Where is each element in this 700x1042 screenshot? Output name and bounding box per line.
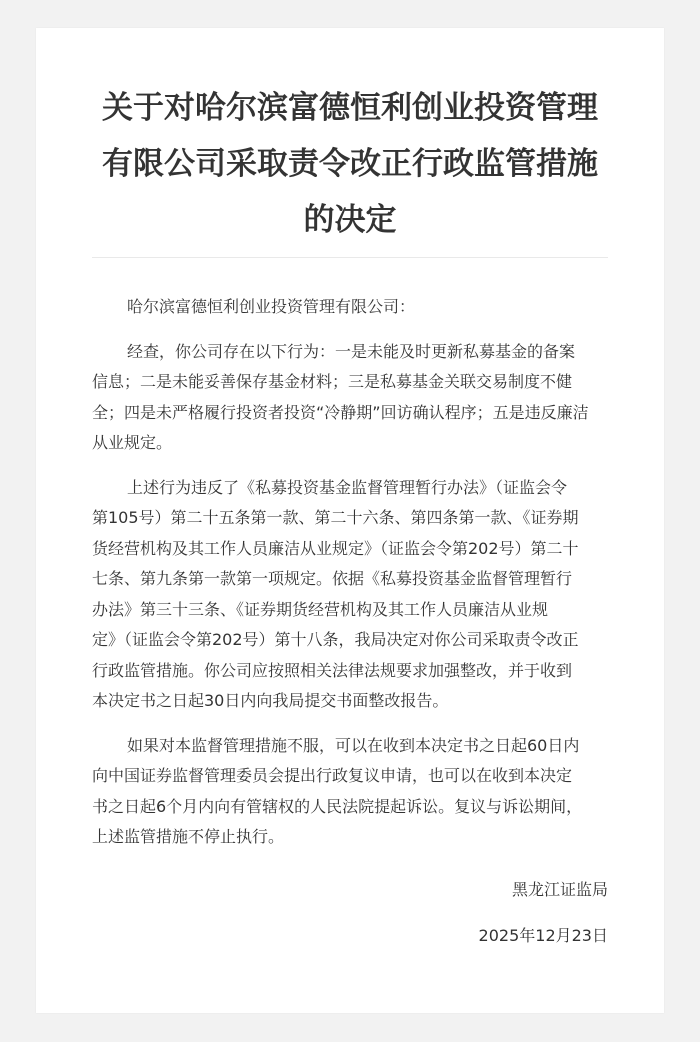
document-title [92,80,608,248]
paragraph-line: 向中国证券监督管理委员会提出行政复议申请，也可以在收到本决定 [92,766,573,785]
issue-date: 2025年12月23日 [478,926,608,945]
paragraph-line: 上述行为违反了《私募投资基金监督管理暂行办法》（证监会令 [127,477,568,497]
paragraph-line: 从业规定。 [92,433,173,452]
paragraph-line: 书之日起6个月内向有管辖权的人民法院提起诉讼。复议与诉讼期间， [92,796,583,816]
paragraph-line: 上述监管措施不停止执行。 [92,827,285,846]
paragraph-line: 经查，你公司存在以下行为：一是未能及时更新私募基金的备案 [127,341,576,361]
salutation-paragraph [92,292,608,323]
title-line: 的决定 [303,202,397,238]
paragraph-line: 第105号）第二十五条第一款、第二十六条、第四条第一款、《证券期 [92,508,579,527]
issuer-signature: 黑龙江证监局 [511,880,608,899]
paragraph-line: 信息；二是未能妥善保存基金材料；三是私募基金关联交易制度不健 [92,372,573,391]
paragraph-line: 如果对本监督管理措施不服，可以在收到本决定书之日起60日内 [127,735,580,755]
paragraph-line: 行政监管措施。你公司应按照相关法律法规要求加强整改，并于收到 [92,660,573,680]
paragraph-line: 全；四是未严格履行投资者投资“冷静期”回访确认程序；五是违反廉洁 [92,402,589,422]
document-body [92,292,608,867]
title-divider [92,257,608,258]
salutation: 哈尔滨富德恒利创业投资管理有限公司： [127,297,416,316]
paragraph-line: 定》（证监会令第202号）第十八条，我局决定对你公司采取责令改正 [92,630,579,649]
title-line: 有限公司采取责令改正行政监管措施 [102,146,598,182]
paragraph-line: 办法》第三十三条、《证券期货经营机构及其工作人员廉洁从业规 [92,599,549,619]
document-card [36,28,664,1013]
paragraph-line: 七条、第九条第一款第一项规定。依据《私募投资基金监督管理暂行 [92,569,573,588]
paragraph-line: 本决定书之日起30日内向我局提交书面整改报告。 [92,691,449,710]
appeal-paragraph [92,731,608,853]
decision-paragraph [92,473,608,717]
paragraph-line: 货经营机构及其工作人员廉洁从业规定》（证监会令第202号）第二十 [92,538,579,558]
findings-paragraph [92,337,608,459]
title-line: 关于对哈尔滨富德恒利创业投资管理 [102,90,598,126]
